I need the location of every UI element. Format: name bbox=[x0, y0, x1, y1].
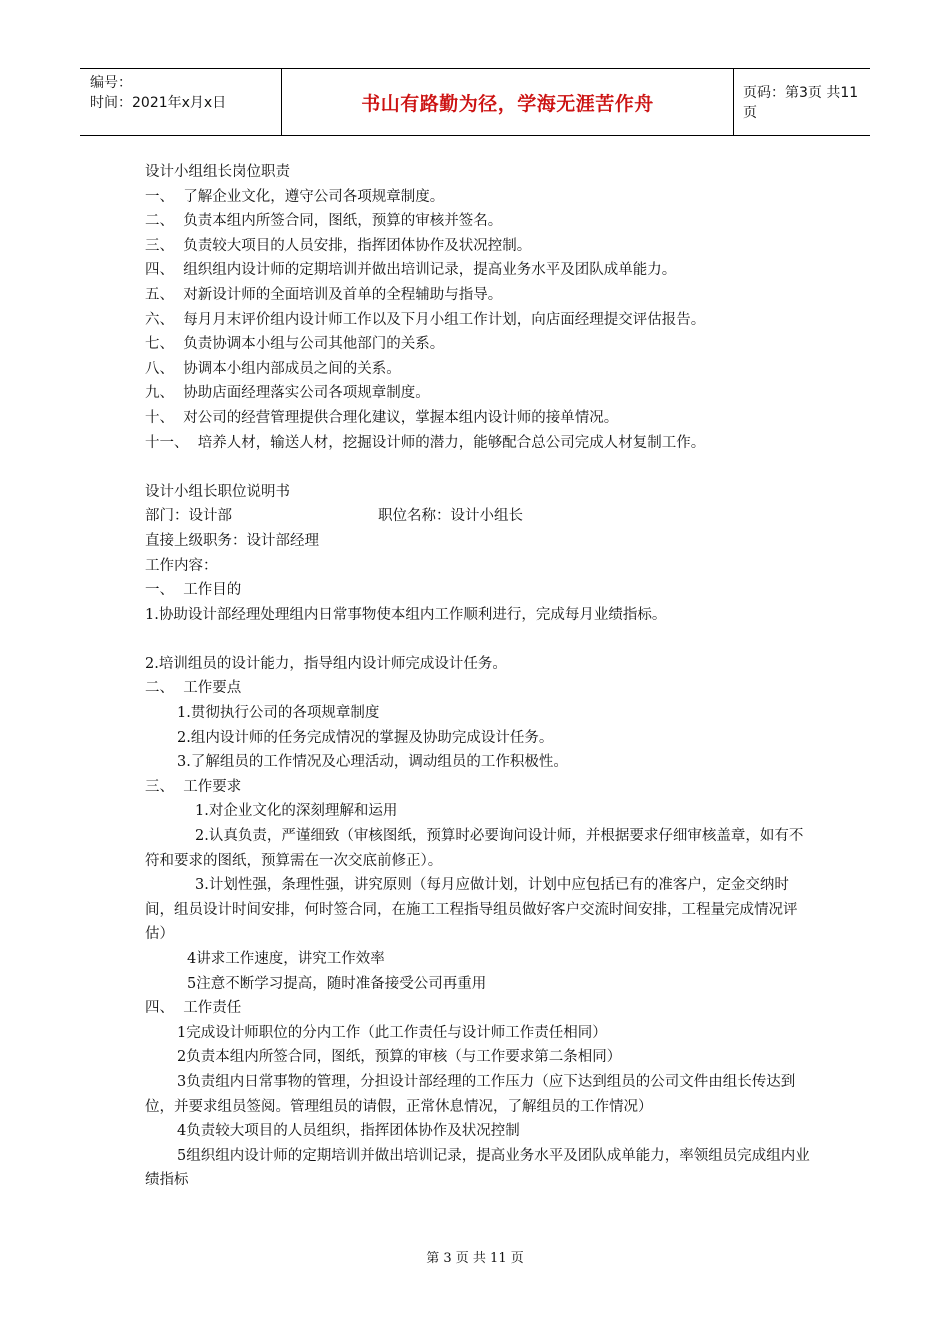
responsibility-item: 3负责组内日常事物的管理，分担设计部经理的工作压力（应下达到组员的公司文件由组长传达到位，并要求组员签阅。管理组员的请假，正常休息情况，了解组员的工作情况） bbox=[145, 1073, 796, 1115]
duty-item: 六、 每月月末评价组内设计师工作以及下月小组工作计划，向店面经理提交评估报告。 bbox=[145, 311, 706, 328]
points-item: 3.了解组员的工作情况及心理活动，调动组员的工作积极性。 bbox=[177, 754, 568, 771]
page-footer: 第 3 页 共 11 页 bbox=[426, 1251, 524, 1266]
requirement-item: 3.计划性强，条理性强，讲究原则（每月应做计划，计划中应包括已有的准客户，定金交纳时间，组员设计时间安排，何时签合同，在施工工程指导组员做好客户交流时间安排，工程量完成情况评估） bbox=[145, 877, 798, 943]
responsibility-item: 5组织组内设计师的定期培训并做出培训记录，提高业务水平及团队成单能力，率领组员完成组内业绩指标 bbox=[145, 1147, 810, 1189]
doc-time-label: 时间：2021年x月x日 bbox=[90, 95, 227, 111]
duty-list bbox=[145, 185, 815, 456]
content-label: 工作内容： bbox=[145, 557, 218, 574]
duty-item: 十、 对公司的经营管理提供合理化建议，掌握本组内设计师的接单情况。 bbox=[145, 409, 619, 426]
header-motto: 书山有路勤为径，学海无涯苦作舟 bbox=[361, 92, 654, 115]
header-meta bbox=[80, 69, 282, 135]
header-page-label: 页码：第3页 共11页 bbox=[743, 85, 859, 121]
duty-item: 九、 协助店面经理落实公司各项规章制度。 bbox=[145, 385, 430, 402]
duty-item: 四、 组织组内设计师的定期培训并做出培训记录，提高业务水平及团队成单能力。 bbox=[145, 262, 677, 279]
position-label: 职位名称：设计小组长 bbox=[378, 508, 523, 525]
duty-item: 八、 协调本小组内部成员之间的关系。 bbox=[145, 360, 401, 377]
requirement-item: 2.认真负责，严谨细致（审核图纸，预算时必要询问设计师，并根据要求仔细审核盖章，如有不符和要求的图纸，预算需在一次交底前修正）。 bbox=[145, 828, 804, 869]
points-item: 2.组内设计师的任务完成情况的掌握及协助完成设计任务。 bbox=[177, 729, 554, 746]
points-heading: 二、 工作要点 bbox=[145, 680, 242, 697]
section-title: 设计小组组长岗位职责 bbox=[145, 164, 290, 180]
requirement-item: 5注意不断学习提高，随时准备接受公司再重用 bbox=[187, 975, 487, 992]
header-motto-cell bbox=[282, 69, 734, 135]
duty-item: 七、 负责协调本小组与公司其他部门的关系。 bbox=[145, 336, 445, 353]
purpose-item: 1.协助设计部经理处理组内日常事物使本组内工作顺利进行，完成每月业绩指标。 bbox=[145, 606, 667, 623]
page-header bbox=[80, 68, 870, 136]
requirement-item: 4讲求工作速度，讲究工作效率 bbox=[187, 951, 385, 967]
doc-id-label: 编号： bbox=[90, 75, 132, 91]
dept-label: 部门：设计部 bbox=[145, 508, 232, 525]
points-item: 1.贯彻执行公司的各项规章制度 bbox=[177, 705, 380, 722]
section-title: 设计小组长职位说明书 bbox=[145, 483, 290, 500]
duty-item: 二、 负责本组内所签合同，图纸，预算的审核并签名。 bbox=[145, 213, 503, 230]
requirement-item: 1.对企业文化的深刻理解和运用 bbox=[195, 803, 398, 820]
requirements-heading: 三、 工作要求 bbox=[145, 778, 242, 795]
responsibility-item: 2负责本组内所签合同，图纸，预算的审核（与工作要求第二条相同） bbox=[177, 1049, 622, 1066]
superior-label: 直接上级职务：设计部经理 bbox=[145, 532, 319, 549]
responsibility-heading: 四、 工作责任 bbox=[145, 1000, 242, 1017]
purpose-heading: 一、 工作目的 bbox=[145, 582, 242, 599]
duty-item: 一、 了解企业文化，遵守公司各项规章制度。 bbox=[145, 188, 445, 205]
responsibility-item: 4负责较大项目的人员组织，指挥团体协作及状况控制 bbox=[177, 1123, 520, 1140]
duty-item: 十一、 培养人材，输送人材，挖掘设计师的潜力，能够配合总公司完成人材复制工作。 bbox=[145, 434, 706, 451]
document-body bbox=[145, 160, 815, 1193]
duty-item: 三、 负责较大项目的人员安排，指挥团体协作及状况控制。 bbox=[145, 237, 532, 254]
dept-row bbox=[145, 504, 815, 529]
responsibility-item: 1完成设计师职位的分内工作（此工作责任与设计师工作责任相同） bbox=[177, 1024, 607, 1041]
duty-item: 五、 对新设计师的全面培训及首单的全程辅助与指导。 bbox=[145, 286, 503, 303]
purpose-item: 2.培训组员的设计能力，指导组内设计师完成设计任务。 bbox=[145, 655, 507, 672]
